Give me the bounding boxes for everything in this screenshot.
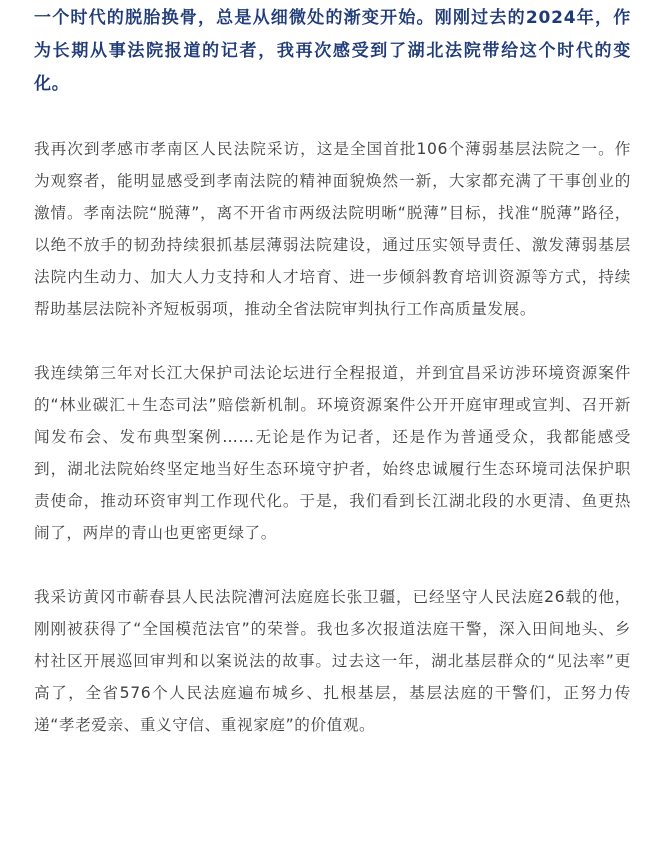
body-paragraph: 我再次到孝感市孝南区人民法院采访，这是全国首批106个薄弱基层法院之一。作为观察者，能明显感受到孝南法院的精神面貌焕然一新，大家都充满了干事创业的激情。孝南法院“脱薄”，离不开省市两级法院明晰“脱薄”目标，找准“脱薄”路径，以绝不放手的韧劲持续狠抓基层薄弱法院建设，通过压实领导责任、激发薄弱基层法院内生动力、加大人力支持和人才培育、进一步倾斜教育培训资源等方式，持续帮助基层法院补齐短板弱项，推动全省法院审判执行工作高质量发展。: [34, 140, 631, 318]
body-paragraph: 我连续第三年对长江大保护司法论坛进行全程报道，并到宜昌采访涉环境资源案件的“林业碳汇＋生态司法”赔偿新机制。环境资源案件公开开庭审理或宣判、召开新闻发布会、发布典型案例……无论是作为记者，还是作为普通受众，我都能感受到，湖北法院始终坚定地当好生态环境守护者，始终忠诚履行生态环境司法保护职责使命，推动环资审判工作现代化。于是，我们看到长江湖北段的水更清、鱼更热闹了，两岸的青山也更密更绿了。: [34, 364, 631, 542]
body-paragraph: 我采访黄冈市蕲春县人民法院漕河法庭庭长张卫疆，已经坚守人民法庭26载的他，刚刚被获得了“全国模范法官”的荣誉。我也多次报道法庭干警，深入田间地头、乡村社区开展巡回审判和以案说法的故事。过去这一年，湖北基层群众的“见法率”更高了，全省576个人民法庭遍布城乡、扎根基层，基层法庭的干警们，正努力传递“孝老爱亲、重义守信、重视家庭”的价值观。: [34, 588, 631, 734]
lead-paragraph: 一个时代的脱胎换骨，总是从细微处的渐变开始。刚刚过去的2024年，作为长期从事法院报道的记者，我再次感受到了湖北法院带给这个时代的变化。: [34, 8, 631, 94]
